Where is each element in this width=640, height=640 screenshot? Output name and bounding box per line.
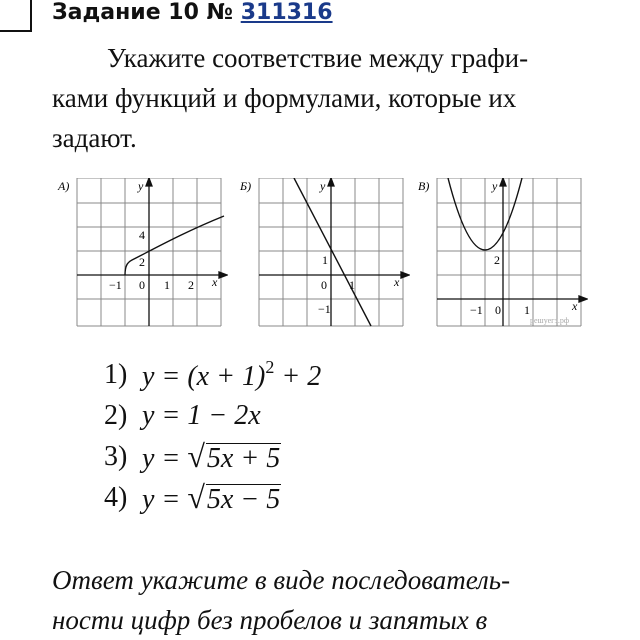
option-1 xyxy=(104,354,321,395)
graph-a-y-label: y xyxy=(138,179,144,193)
option-3-number: 3) xyxy=(104,440,128,472)
task-title xyxy=(52,0,333,26)
option-4-number: 4) xyxy=(104,481,128,513)
graph-c-tick-m1: −1 xyxy=(470,303,483,317)
option-2 xyxy=(104,395,321,436)
graph-b xyxy=(234,178,410,335)
question-line-2: ками функций и формулами, которые их xyxy=(52,83,517,113)
graph-c-y-label: y xyxy=(492,179,498,193)
formula-options xyxy=(104,354,321,518)
footer-line-2: ности цифр без пробелов и запятых в xyxy=(52,605,488,635)
graph-a-tick-4: 4 xyxy=(139,228,145,242)
option-1-body: (x + 1) xyxy=(187,360,266,392)
graph-b-tick-0: 0 xyxy=(321,278,327,292)
option-4-radicand: 5x − 5 xyxy=(206,484,281,515)
question-line-1: Укажите соответствие между графи- xyxy=(107,43,529,73)
graph-c xyxy=(412,178,588,335)
graph-b-x-label: x xyxy=(394,275,400,289)
graph-a-tick-1: 1 xyxy=(164,278,170,292)
graph-a-tick-2x: 2 xyxy=(188,278,194,292)
graph-c-label: В) xyxy=(418,179,430,193)
sqrt-icon: √ xyxy=(187,479,205,515)
graph-a-label: А) xyxy=(58,179,70,193)
graph-b-label: Б) xyxy=(240,179,252,193)
graph-b-tick-1x: 1 xyxy=(349,278,355,292)
watermark: решуегэ.рф xyxy=(530,316,570,325)
graph-a-tick-2: 2 xyxy=(139,255,145,269)
option-1-exponent: 2 xyxy=(265,356,275,377)
task-prefix: Задание 10 № xyxy=(52,0,234,25)
graph-c-tick-2: 2 xyxy=(494,253,500,267)
task-id-link[interactable]: 311316 xyxy=(240,0,333,25)
option-3-lhs: y = xyxy=(142,443,188,474)
question-text xyxy=(52,38,592,158)
option-3 xyxy=(104,436,321,477)
graph-a-tick-0: 0 xyxy=(139,278,145,292)
option-2-formula: y = 1 − 2x xyxy=(142,399,261,431)
option-4-lhs: y = xyxy=(142,484,188,515)
graph-c-x-label: x xyxy=(572,299,578,313)
graph-c-tick-0: 0 xyxy=(495,303,501,317)
answer-instructions xyxy=(52,560,612,640)
graph-b-tick-m1: −1 xyxy=(318,302,331,316)
footer-line-1: Ответ укажите в виде последователь- xyxy=(52,565,511,595)
sqrt-icon: √ xyxy=(187,438,205,474)
option-3-radicand: 5x + 5 xyxy=(206,443,281,474)
option-4 xyxy=(104,477,321,518)
graph-a-tick-m1: −1 xyxy=(109,278,122,292)
graph-a-x-label: x xyxy=(212,275,218,289)
option-2-number: 2) xyxy=(104,399,128,431)
answer-checkbox[interactable] xyxy=(0,0,32,32)
option-1-number: 1) xyxy=(104,358,128,390)
question-line-3: задают. xyxy=(52,123,137,153)
graph-b-y-label: y xyxy=(320,179,326,193)
option-1-lhs: y = xyxy=(142,360,188,392)
graph-a xyxy=(52,178,228,335)
graph-b-tick-1y: 1 xyxy=(322,253,328,267)
option-1-tail: + 2 xyxy=(274,360,322,392)
graph-c-tick-1: 1 xyxy=(524,303,530,317)
